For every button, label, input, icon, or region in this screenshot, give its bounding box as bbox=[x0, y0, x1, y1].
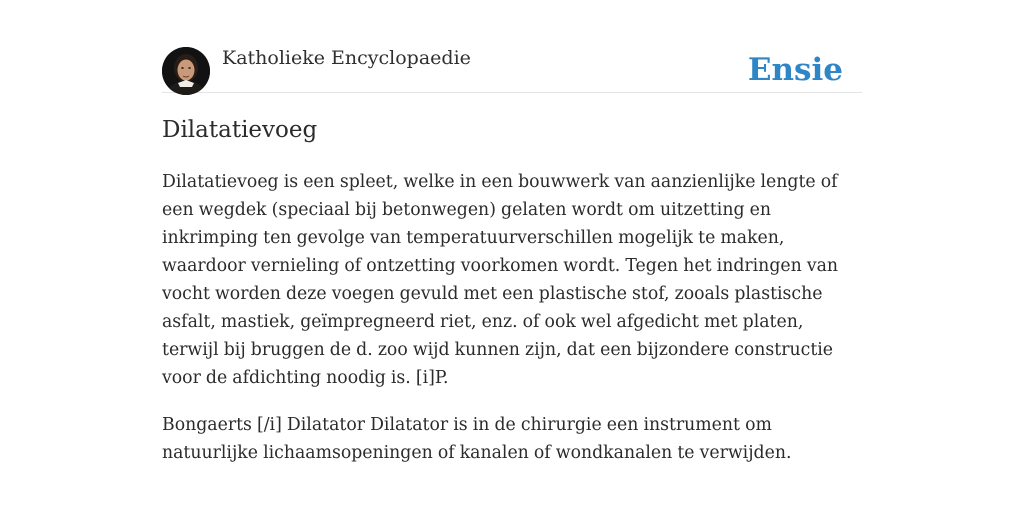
brand-logo[interactable]: Ensie bbox=[747, 52, 843, 88]
page bbox=[162, 0, 862, 512]
article-paragraph: Bongaerts [/i] Dilatator Dilatator is in de chirurgie een instrument om natuurlijke lichaamsopeningen of kanalen of wondkanalen te verwijden. bbox=[162, 415, 792, 463]
page-title: Dilatatievoeg bbox=[162, 117, 318, 143]
source-avatar[interactable] bbox=[162, 47, 210, 95]
portrait-icon bbox=[162, 47, 210, 95]
article-paragraph: Dilatatievoeg is een spleet, welke in een bouwwerk van aanzienlijke lengte of een wegdek (speciaal bij betonwegen) gelaten wordt om uitzetting en inkrimping ten gevolge van temperatuurverschillen mogelijk te maken, waardoor vernieling of ontzetting voorkomen wordt. Tegen het indringen van vocht worden deze voegen gevuld met een plastische stof, zooals plastische asfalt, mastiek, geïmpregneerd riet, enz. of ook wel afgedicht met platen, terwijl bij bruggen de d. zoo wijd kunnen zijn, dat een bijzondere constructie voor de afdichting noodig is. [i]P. bbox=[162, 172, 839, 388]
article-body bbox=[162, 168, 862, 486]
header bbox=[162, 40, 862, 93]
source-name[interactable]: Katholieke Encyclopaedie bbox=[222, 47, 471, 69]
